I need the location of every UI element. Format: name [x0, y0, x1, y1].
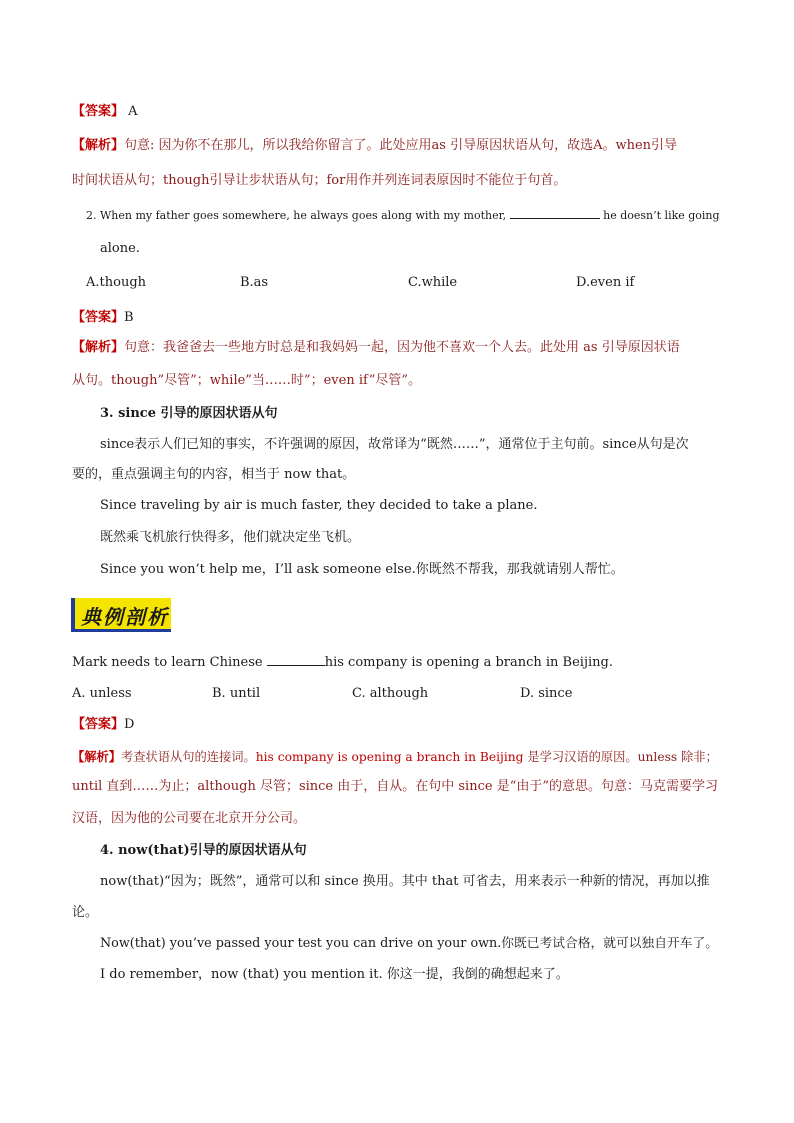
- section-3-example-1-translation: 既然乘飞机旅行快得多，他们就决定坐飞机。: [100, 530, 361, 545]
- question-3-line: [72, 653, 613, 672]
- question-text-end: his company is opening a branch in Beijing.: [324, 655, 613, 670]
- section-3-paragraph-line-2: 要的，重点强调主句的内容，相当于 now that。: [72, 467, 356, 482]
- option-b: B. until: [212, 686, 261, 701]
- explanation-2-line-1: [72, 339, 680, 357]
- section-3-example-1: Since traveling by air is much faster, they decided to take a plane.: [100, 498, 538, 513]
- explanation-text: 句意: 因为你不在那儿，所以我给你留言了。此处应用as 引导原因状语从句，故选A。when引导: [124, 138, 678, 153]
- answer-3: [72, 716, 134, 734]
- section-3-example-2: Since you won’t help me，I’ll ask someone else.你既然不帮我，那我就请别人帮忙。: [100, 562, 624, 577]
- explanation-1-line-2: 时间状语从句；though引导让步状语从句；for用作并列连词表原因时不能位于句首。: [72, 173, 567, 188]
- option-b: B.as: [240, 275, 269, 290]
- answer-value: A: [124, 104, 138, 119]
- question-2-line-2: alone.: [100, 241, 140, 256]
- answer-value: D: [124, 717, 135, 732]
- explanation-2-line-2: 从句。though”尽管”；while”当……时”；even if”尽管”。: [72, 373, 422, 388]
- explanation-1-line-1: [72, 137, 677, 155]
- explanation-text: 句意：我爸爸去一些地方时总是和我妈妈一起，因为他不喜欢一个人去。此处用 as 引导原因状语: [124, 340, 680, 355]
- explanation-text-a: 考查状语从句的连接词。: [121, 750, 256, 764]
- explanation-label: 【解析】: [72, 340, 125, 355]
- section-3-title: 3. since 引导的原因状语从句: [100, 406, 278, 421]
- explanation-3-line-2: until 直到……为止；although 尽管；since 由于，自从。在句中 since 是“由于”的意思。句意：马克需要学习: [72, 779, 718, 794]
- explanation-label: 【解析】: [72, 749, 121, 764]
- option-a: A. unless: [72, 686, 132, 701]
- option-c: C. although: [352, 686, 429, 701]
- explanation-text-c: 是学习汉语的原因。unless 除非；: [527, 750, 718, 764]
- answer-1: [72, 103, 138, 121]
- explanation-3-line-1: [72, 748, 718, 766]
- explanation-text-b: his company is opening a branch in Beijing: [255, 750, 528, 764]
- option-a: A.though: [86, 275, 147, 290]
- answer-value: B: [124, 310, 134, 325]
- question-text: 2. When my father goes somewhere, he always goes along with my mother,: [86, 209, 510, 222]
- explanation-label: 【解析】: [72, 138, 125, 153]
- section-3-paragraph-line-1: since表示人们已知的事实，不许强调的原因，故常译为“既然……”，通常位于主句前。since从句是次: [100, 437, 689, 452]
- explanation-3-line-3: 汉语，因为他的公司要在北京开分公司。: [72, 811, 307, 826]
- answer-blank: [510, 206, 600, 219]
- answer-label: 【答案】: [72, 104, 125, 119]
- question-2-line-1: [86, 206, 720, 225]
- question-text-end: he doesn’t like going: [599, 209, 720, 222]
- option-c: C.while: [408, 275, 458, 290]
- typical-example-banner: [71, 598, 171, 632]
- question-text: Mark needs to learn Chinese: [72, 655, 267, 670]
- section-4-paragraph-line-2: 论。: [72, 905, 99, 920]
- answer-label: 【答案】: [72, 310, 125, 325]
- answer-label: 【答案】: [72, 717, 125, 732]
- answer-blank: [267, 653, 325, 666]
- option-d: D.even if: [576, 275, 635, 290]
- section-4-example-1: Now(that) you’ve passed your test you can drive on your own.你既已考试合格，就可以独自开车了。: [100, 936, 719, 951]
- section-4-paragraph-line-1: now(that)“因为；既然”，通常可以和 since 换用。其中 that 可省去，用来表示一种新的情况，再加以推: [100, 874, 710, 889]
- answer-2: [72, 309, 134, 327]
- option-d: D. since: [520, 686, 573, 701]
- banner-text: 典例剖析: [81, 605, 169, 629]
- section-4-example-2: I do remember，now (that) you mention it. 你这一提，我倒的确想起来了。: [100, 967, 569, 982]
- section-4-title: 4. now(that)引导的原因状语从句: [100, 843, 307, 858]
